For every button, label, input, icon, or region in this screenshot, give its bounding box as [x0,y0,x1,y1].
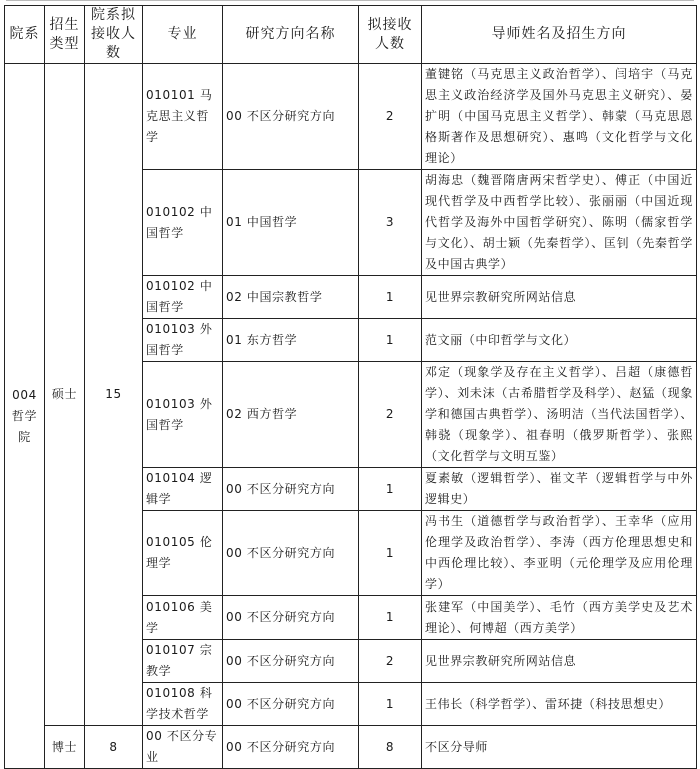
master-type-cell: 硕士 [45,64,85,726]
direction-cell: 00 不区分研究方向 [223,64,359,170]
header-enroll-type: 招生类型 [45,6,85,64]
direction-cell: 00 不区分研究方向 [223,640,359,683]
direction-cell: 00 不区分研究方向 [223,683,359,726]
header-major: 专业 [143,6,223,64]
direction-cell: 02 中国宗教哲学 [223,276,359,319]
count-cell: 2 [359,64,422,170]
count-cell: 1 [359,511,422,596]
department-name: 哲学院 [11,408,38,444]
tutors-cell: 见世界宗教研究所网站信息 [422,640,697,683]
tutors-cell: 张建军（中国美学）、毛竹（西方美学史及艺术理论）、何博超（西方美学） [422,596,697,640]
header-direction: 研究方向名称 [223,6,359,64]
tutors-cell: 范文丽（中印哲学与文化） [422,319,697,362]
count-cell: 8 [359,726,422,769]
tutors-cell: 董键铭（马克思主义政治哲学）、闫培宇（马克思主义政治经济学及国外马克思主义研究）、晏扩明（中国马克思主义哲学）、韩蒙（马克思恩格斯著作及思想研究）、惠鸣（文化哲学与文化理论） [422,64,697,170]
major-cell: 010106 美学 [143,596,223,640]
count-cell: 1 [359,276,422,319]
direction-cell: 01 东方哲学 [223,319,359,362]
direction-cell: 00 不区分研究方向 [223,726,359,769]
major-cell: 010102 中国哲学 [143,276,223,319]
count-cell: 3 [359,170,422,276]
count-cell: 2 [359,640,422,683]
enrollment-table [4,5,697,769]
tutors-cell: 不区分导师 [422,726,697,769]
doctoral-row [5,726,697,769]
master-quota-cell: 15 [85,64,143,726]
doctoral-type-cell: 博士 [45,726,85,769]
top-cut-line [0,0,700,2]
tutors-cell: 夏素敏（逻辑哲学）、崔文芊（逻辑哲学与中外逻辑史） [422,468,697,511]
tutors-cell: 冯书生（道德哲学与政治哲学）、王幸华（应用伦理学及政治哲学）、李涛（西方伦理思想史和中西伦理比较）、李亚明（元伦理学及应用伦理学） [422,511,697,596]
major-cell: 010104 逻辑学 [143,468,223,511]
major-cell: 010105 伦理学 [143,511,223,596]
tutors-cell: 王伟长（科学哲学）、雷环捷（科技思想史） [422,683,697,726]
tutors-cell: 胡海忠（魏晋隋唐两宋哲学史）、傅正（中国近现代哲学及中西哲学比较）、张丽丽（中国近现代哲学及海外中国哲学研究）、陈明（儒家哲学与文化）、胡士颖（先秦哲学）、匡钊（先秦哲学及中国古典学） [422,170,697,276]
direction-cell: 00 不区分研究方向 [223,468,359,511]
major-cell: 010101 马克思主义哲学 [143,64,223,170]
count-cell: 1 [359,468,422,511]
major-cell: 00 不区分专业 [143,726,223,769]
tutors-cell: 邓定（现象学及存在主义哲学）、吕超（康德哲学）、刘未沫（古希腊哲学及科学）、赵猛（现象学和德国古典哲学）、汤明洁（当代法国哲学）、韩骁（现象学）、祖春明（俄罗斯哲学）、张熙（文化哲学与文明互鉴） [422,362,697,468]
count-cell: 1 [359,319,422,362]
major-cell: 010102 中国哲学 [143,170,223,276]
direction-cell: 02 西方哲学 [223,362,359,468]
header-department: 院系 [5,6,45,64]
direction-cell: 00 不区分研究方向 [223,511,359,596]
header-count: 拟接收人数 [359,6,422,64]
header-dept-quota: 院系拟接收人数 [85,6,143,64]
department-code: 004 [12,387,37,402]
major-cell: 010108 科学技术哲学 [143,683,223,726]
tutors-cell: 见世界宗教研究所网站信息 [422,276,697,319]
table-row [5,64,697,170]
major-cell: 010107 宗教学 [143,640,223,683]
count-cell: 1 [359,596,422,640]
major-cell: 010103 外国哲学 [143,362,223,468]
doctoral-quota-cell: 8 [85,726,143,769]
major-cell: 010103 外国哲学 [143,319,223,362]
direction-cell: 01 中国哲学 [223,170,359,276]
header-row [5,6,697,64]
count-cell: 2 [359,362,422,468]
department-cell [5,64,45,769]
count-cell: 1 [359,683,422,726]
direction-cell: 00 不区分研究方向 [223,596,359,640]
header-tutors: 导师姓名及招生方向 [422,6,697,64]
